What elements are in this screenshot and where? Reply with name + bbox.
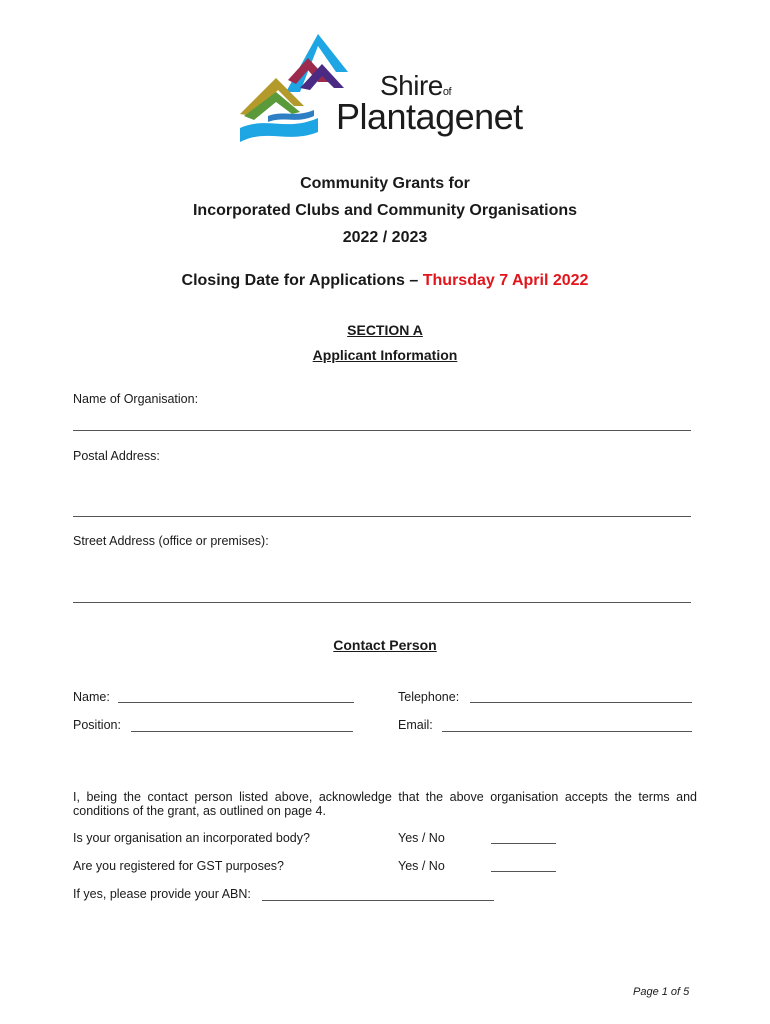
org-name-label: Name of Organisation: [73, 392, 199, 406]
street-address-label: Street Address (office or premises): [73, 534, 269, 548]
abn-label: If yes, please provide your ABN: [73, 887, 251, 901]
incorporated-answer-field[interactable] [491, 843, 556, 844]
street-address-field[interactable] [73, 602, 691, 603]
incorporated-yes-no[interactable]: Yes / No [398, 831, 445, 845]
contact-person-heading: Contact Person [333, 637, 437, 653]
incorporated-question: Is your organisation an incorporated body? [73, 831, 310, 845]
declaration-text: I, being the contact person listed above, acknowledge that the above organisation accepts the terms and conditions of the grant, as outlined on page 4. [73, 790, 697, 818]
abn-field[interactable] [262, 900, 494, 901]
logo-of-text: of [442, 86, 452, 98]
telephone-field[interactable] [470, 702, 692, 703]
shire-logo [238, 32, 538, 144]
closing-date [0, 272, 770, 290]
logo-plantagenet-text: Plantagenet [336, 96, 523, 137]
section-a-heading: SECTION A [347, 322, 423, 338]
gst-answer-field[interactable] [491, 871, 556, 872]
closing-prefix: Closing Date for Applications – [181, 272, 423, 289]
gst-yes-no[interactable]: Yes / No [398, 859, 445, 873]
email-label: Email: [398, 718, 433, 732]
title-line-3: 2022 / 2023 [342, 229, 428, 246]
logo-mark-icon [238, 32, 348, 144]
applicant-info-heading: Applicant Information [312, 347, 458, 363]
postal-address-label: Postal Address: [73, 449, 160, 463]
logo-shire-text: Shire [380, 70, 443, 101]
gst-question: Are you registered for GST purposes? [73, 859, 284, 873]
org-name-field[interactable] [73, 430, 691, 431]
contact-name-label: Name: [73, 690, 110, 704]
position-field[interactable] [131, 731, 353, 732]
closing-date-value: Thursday 7 April 2022 [422, 272, 589, 289]
postal-address-field[interactable] [73, 516, 691, 517]
page-number: Page 1 of 5 [633, 986, 690, 998]
title-line-2: Incorporated Clubs and Community Organisations [192, 202, 578, 219]
title-line-1: Community Grants for [300, 175, 470, 192]
contact-name-field[interactable] [118, 702, 354, 703]
telephone-label: Telephone: [398, 690, 460, 704]
position-label: Position: [73, 718, 121, 732]
email-field[interactable] [442, 731, 692, 732]
